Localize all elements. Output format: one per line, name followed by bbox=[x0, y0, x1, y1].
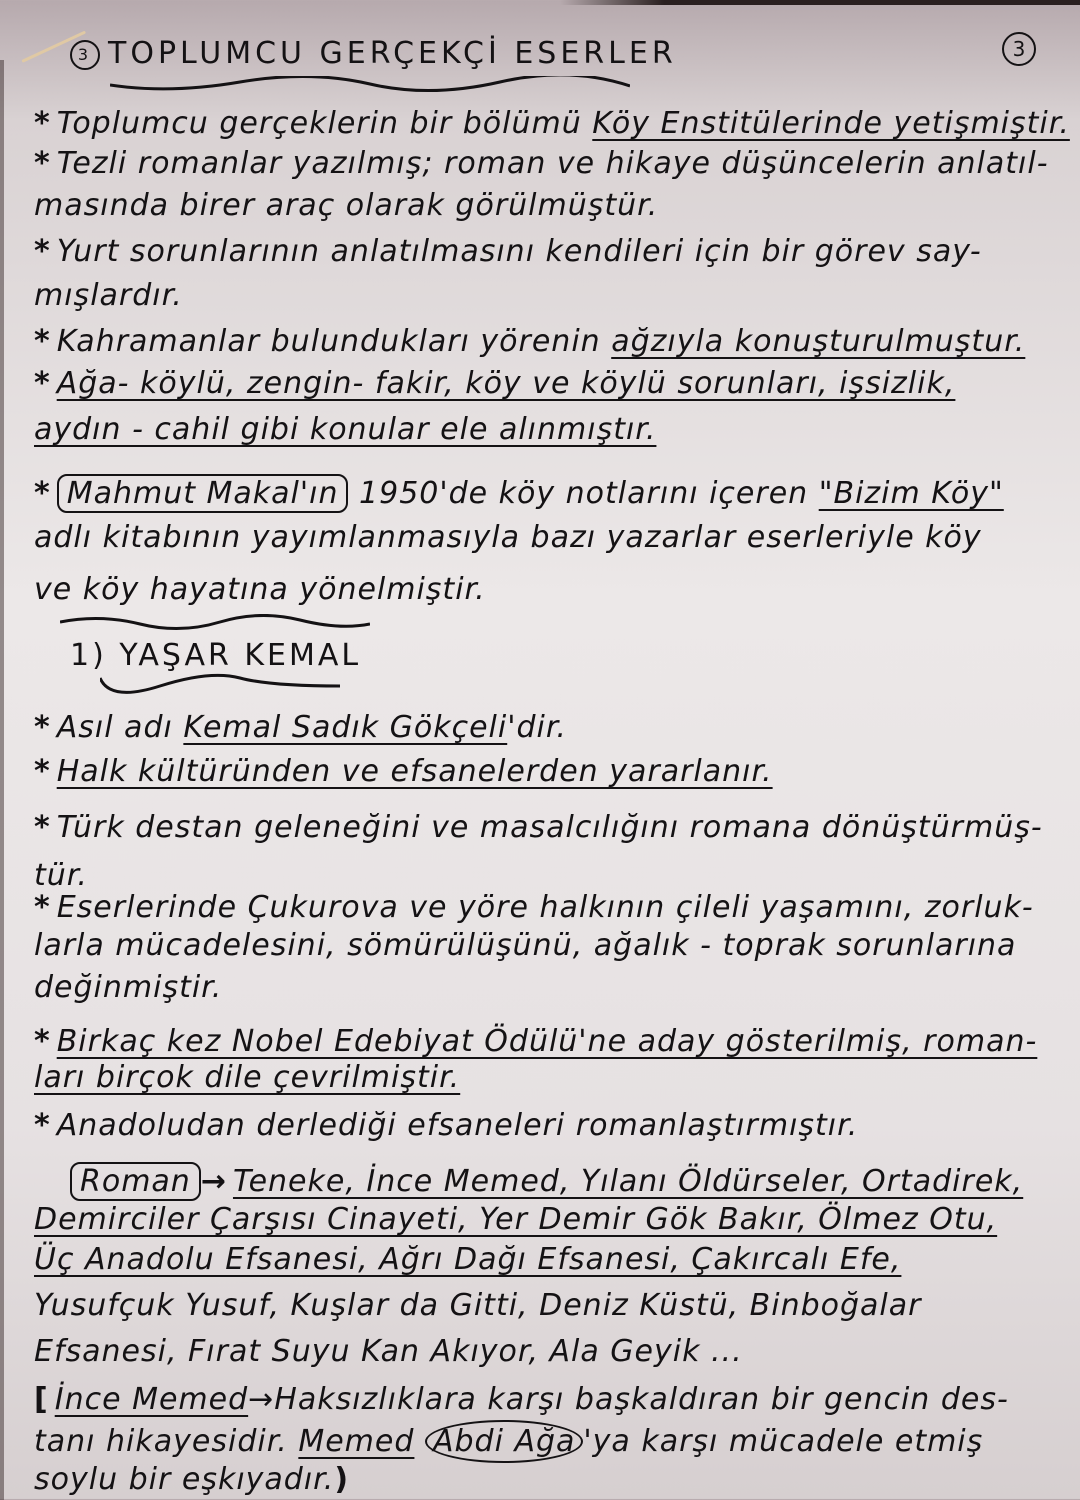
note-line bbox=[34, 1058, 1040, 1098]
line-text: Anadoludan derlediği efsaneleri romanlaştırmıştır. bbox=[56, 1108, 859, 1143]
note-line bbox=[34, 410, 1040, 450]
underlined-text: Köy Enstitülerinde yetişmiştir. bbox=[592, 106, 1070, 141]
bullet-star-icon: * bbox=[34, 810, 51, 845]
line-text: Türk destan geleneğini ve masalcılığını romana dönüştürmüş- bbox=[56, 810, 1043, 845]
note-line bbox=[34, 364, 1040, 404]
works-line bbox=[34, 1240, 1040, 1280]
bullet-star-icon: * bbox=[34, 324, 51, 359]
note-line bbox=[34, 1380, 1040, 1420]
note-line bbox=[34, 888, 1040, 928]
title-text: TOPLUMCU GERÇEKÇİ ESERLER bbox=[108, 36, 677, 71]
line-text: Yurt sorunlarının anlatılmasını kendileri için bir görev say- bbox=[56, 234, 982, 269]
line-text: Tezli romanlar yazılmış; roman ve hikaye düşüncelerin anlatıl- bbox=[56, 146, 1049, 181]
line-text: tanı hikayesidir. bbox=[34, 1424, 299, 1459]
note-line bbox=[34, 186, 1040, 226]
note-line bbox=[34, 144, 1049, 184]
works-line bbox=[34, 1286, 1040, 1326]
arrow-right-icon: → bbox=[200, 1164, 227, 1199]
bullet-star-icon: * bbox=[34, 754, 51, 789]
works-list-text: Demirciler Çarşısı Cinayeti, Yer Demir Gök Bakır, Ölmez Otu, bbox=[34, 1202, 998, 1237]
line-text: ları birçok dile çevrilmiştir. bbox=[34, 1060, 461, 1095]
note-line bbox=[34, 968, 1040, 1008]
line-text: soylu bir eşkıyadır. bbox=[34, 1462, 335, 1497]
line-text: aydın - cahil gibi konular ele alınmıştır. bbox=[34, 412, 657, 447]
line-text: Asıl adı bbox=[56, 710, 184, 745]
works-list-text: Yusufçuk Yusuf, Kuşlar da Gitti, Deniz Küstü, Binboğalar bbox=[34, 1288, 922, 1323]
note-subject: İnce Memed bbox=[54, 1382, 249, 1417]
note-line bbox=[34, 708, 1040, 748]
note-line bbox=[34, 926, 1040, 966]
note-line bbox=[34, 474, 1040, 514]
boxed-author-name: Mahmut Makal'ın bbox=[57, 474, 349, 513]
roman-label-box: Roman bbox=[70, 1162, 201, 1201]
book-title: "Bizim Köy" bbox=[818, 476, 1004, 511]
note-line bbox=[34, 232, 1040, 272]
note-line bbox=[34, 1460, 1040, 1500]
line-text: mışlardır. bbox=[34, 278, 183, 313]
page-title bbox=[70, 36, 677, 71]
circled-name: Abdi Ağa bbox=[425, 1420, 583, 1463]
line-text: 1950'de köy notlarını içeren bbox=[348, 476, 819, 511]
bullet-star-icon: * bbox=[34, 890, 51, 925]
note-line bbox=[34, 1422, 1040, 1462]
section-divider-wavy bbox=[60, 614, 370, 632]
bullet-star-icon: * bbox=[34, 106, 51, 141]
author-heading: 1) YAŞAR KEMAL bbox=[70, 638, 362, 673]
line-text: Halk kültüründen ve efsanelerden yararlanır. bbox=[56, 754, 773, 789]
line-text: larla mücadelesini, sömürülüşünü, ağalık - toprak sorunlarına bbox=[34, 928, 1017, 963]
line-text: masında birer araç olarak görülmüştür. bbox=[34, 188, 659, 223]
note-line bbox=[34, 570, 1040, 610]
bracket-close-icon: ) bbox=[334, 1462, 350, 1497]
arrow-right-icon: → bbox=[248, 1382, 275, 1417]
works-line bbox=[70, 1162, 1040, 1202]
line-text: Birkaç kez Nobel Edebiyat Ödülü'ne aday gösterilmiş, roman- bbox=[56, 1024, 1038, 1059]
works-line bbox=[34, 1332, 1040, 1372]
section-number-icon: 3 bbox=[70, 40, 100, 70]
line-text: Haksızlıklara karşı başkaldıran bir gencin des- bbox=[274, 1382, 1009, 1417]
line-text: Kahramanlar bulundukları yörenin bbox=[56, 324, 612, 359]
page-number-badge: 3 bbox=[1002, 32, 1036, 66]
bullet-star-icon: * bbox=[34, 710, 51, 745]
heading-wavy-underline bbox=[100, 672, 340, 696]
bullet-star-icon: * bbox=[34, 1024, 51, 1059]
underlined-text: Kemal Sadık Gökçeli bbox=[183, 710, 508, 745]
line-text: Eserlerinde Çukurova ve yöre halkının çileli yaşamını, zorluk- bbox=[56, 890, 1034, 925]
note-line bbox=[34, 752, 1040, 792]
bracket-open-icon: [ bbox=[34, 1382, 49, 1417]
bullet-star-icon: * bbox=[34, 476, 51, 511]
bullet-star-icon: * bbox=[34, 1108, 51, 1143]
line-text: tür. bbox=[34, 858, 88, 893]
note-line bbox=[34, 276, 1040, 316]
line-text: adlı kitabının yayımlanmasıyla bazı yazarlar eserleriyle köy bbox=[34, 520, 982, 555]
bullet-star-icon: * bbox=[34, 366, 51, 401]
note-line bbox=[34, 518, 1040, 558]
note-line bbox=[34, 1022, 1040, 1062]
underlined-text: ağzıyla konuşturulmuştur. bbox=[611, 324, 1026, 359]
line-text: Toplumcu gerçeklerin bir bölümü bbox=[56, 106, 593, 141]
note-line bbox=[34, 322, 1040, 362]
works-list-text: Üç Anadolu Efsanesi, Ağrı Dağı Efsanesi, Çakırcalı Efe, bbox=[34, 1242, 902, 1277]
note-line bbox=[34, 808, 1043, 848]
works-list-text: Efsanesi, Fırat Suyu Kan Akıyor, Ala Geyik ... bbox=[34, 1334, 743, 1369]
works-line bbox=[34, 1200, 1040, 1240]
underlined-text: Memed bbox=[298, 1424, 415, 1459]
line-text: ve köy hayatına yönelmiştir. bbox=[34, 572, 486, 607]
bullet-star-icon: * bbox=[34, 146, 51, 181]
bullet-star-icon: * bbox=[34, 234, 51, 269]
line-text: değinmiştir. bbox=[34, 970, 223, 1005]
note-line bbox=[34, 104, 1070, 144]
note-line bbox=[34, 1106, 1040, 1146]
title-wavy-underline bbox=[110, 76, 630, 94]
works-list-text: Teneke, İnce Memed, Yılanı Öldürseler, Ortadirek, bbox=[232, 1164, 1024, 1199]
line-text: 'dir. bbox=[507, 710, 567, 745]
line-text: 'ya karşı mücadele etmiş bbox=[583, 1424, 984, 1459]
line-text: Ağa- köylü, zengin- fakir, köy ve köylü sorunları, işsizlik, bbox=[56, 366, 956, 401]
